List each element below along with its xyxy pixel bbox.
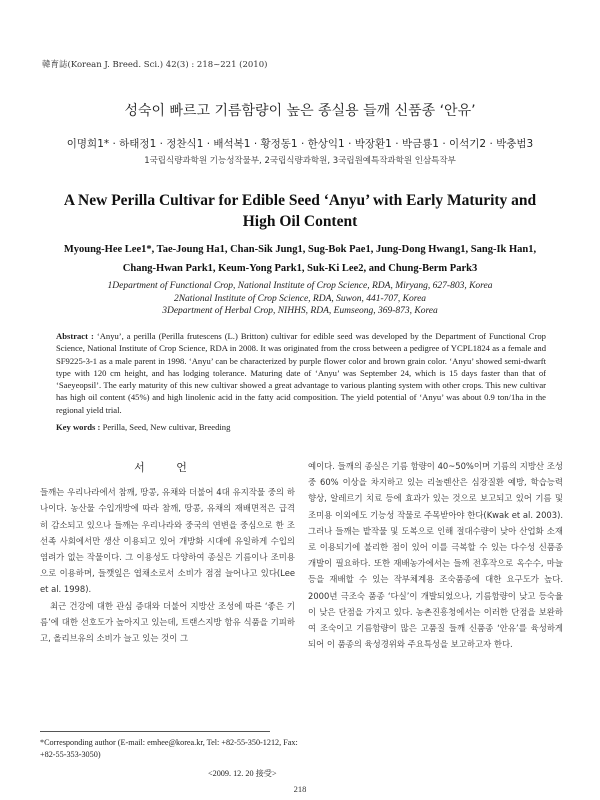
affiliation-1: 1Department of Functional Crop, National Institute of Crop Science, RDA, Miryang, 627-803, Korea bbox=[107, 281, 493, 291]
received-date: <2009. 12. 20 接受> bbox=[208, 769, 277, 778]
abstract-label: Abstract : bbox=[56, 331, 94, 341]
korean-affiliations: 1국립식량과학원 기능성작물부, 2국립식량과학원, 3국립원예특작과학원 인삼특작부 bbox=[144, 156, 456, 166]
english-authors-line-1: Myoung-Hee Lee1*, Tae-Joung Ha1, Chan-Sik Jung1, Sug-Bok Pae1, Jung-Dong Hwang1, Sang-Ik Han1, bbox=[63, 244, 537, 255]
intro-paragraph-2: 최근 건강에 대한 관심 증대와 더불어 지방산 조성에 따른 ‘좋은 기름’에 대한 선호도가 높아지고 있는데, 트랜스지방 함유 식품을 기피하고, 올리브유의 소비가 늘고 있는 것이 그 bbox=[40, 600, 295, 644]
keywords-text: Perilla, Seed, New cultivar, Breeding bbox=[102, 422, 231, 432]
english-title: A New Perilla Cultivar for Edible Seed ‘Anyu’ with Early Maturity and High Oil Content bbox=[63, 192, 537, 230]
abstract bbox=[56, 330, 546, 416]
affiliation-2: 2National Institute of Crop Science, RDA, Suwon, 441-707, Korea bbox=[173, 293, 427, 304]
affiliation-3: 3Department of Herbal Crop, NIHHS, RDA, Eumseong, 369-873, Korea bbox=[162, 306, 438, 316]
keywords bbox=[56, 422, 546, 432]
left-column bbox=[40, 456, 295, 646]
footnote-divider bbox=[40, 731, 270, 732]
korean-title: 성숙이 빠르고 기름함량이 높은 종실용 들깨 신품종 ‘안유’ bbox=[124, 103, 476, 119]
section-heading: 서 언 bbox=[134, 461, 201, 474]
english-authors bbox=[50, 240, 550, 278]
right-column bbox=[308, 458, 563, 652]
page-number: 218 bbox=[293, 784, 307, 794]
corresponding-author-footnote: *Corresponding author (E-mail: emhee@korea.kr, Tel: +82-55-350-1212, Fax: +82-55-353-3050) bbox=[40, 738, 298, 759]
journal-reference: 韓育誌(Korean J. Breed. Sci.) 42(3) : 218~221 (2010) bbox=[42, 60, 268, 70]
abstract-text: ‘Anyu’, a perilla (Perilla frutescens (L.) Britton) cultivar for edible seed was developed by the Department of Functional Crop Science, National Institute of Crop Science, RDA in 2008. It was originated from the cross between a pedigree of YCPL1824 as a female and SF9225-3-1 as a male parent in 1998. ‘Anyu’ can be characterized by purple flower color and brown grain color. ‘Anyu’ showed semi-dwarft type with 120 cm height, and has lodging tolerance. Maturing date of ‘Anyu’ was September 24, which is 15 days faster than that of ‘Saeyeopsil’. The early maturity of this new cultivar showed a great advantage to various planting system with other crops. This new cultivar has high oil content (45%) and high linolenic acid in the fatty acid composition. The yield potential of ‘Anyu’ was about 0.9 ton/1ha in the regional yield trial. bbox=[56, 331, 546, 415]
korean-authors: 이명희1* · 하태정1 · 정찬식1 · 배석복1 · 황정동1 · 한상익1 · 박장환1 · 박금룡1 · 이석기2 · 박충범3 bbox=[66, 138, 534, 150]
intro-paragraph-1: 들깨는 우리나라에서 참깨, 땅콩, 유채와 더불어 4대 유지작물 중의 하나이다. 농산물 수입개방에 따라 참깨, 땅콩, 유채의 재배면적은 급격히 감소되고 있으나 들깨는 우리나라와 중국의 연변을 중심으로 한 조선족 사회에서만 생산 이용되고 있어 개방화 시대에 유일하게 수입의 염려가 없는 작물이다. 그 이용성도 다양하여 종실은 기름이나 조미용으로 이용하며, 들깻잎은 엽채소로서 소비가 점점 늘어나고 있다(Lee et al. 1998). bbox=[40, 487, 295, 595]
english-affiliations bbox=[40, 280, 560, 318]
keywords-label: Key words : bbox=[56, 422, 101, 432]
intro-paragraph-3: 예이다. 들깨의 종실은 기름 함량이 40~50%이며 기름의 지방산 조성 중 60% 이상을 차지하고 있는 리놀렌산은 심장질환 예방, 학습능력 향상, 알레르기 치료 등에 효과가 있는 것으로 보고되고 있어 기름 및 조미용 이외에도 기능성 작물로 주목받아야 한다(Kwak et al. 2003). 그러나 들깨는 밭작물 및 도복으로 인해 절대수량이 낮아 산업화 소재로 이용되기에 불리한 점이 있어 이를 극복할 수 있는 다수성 신품종 개발이 필요하다. 또한 재배농가에서는 들깨 전후작으로 옥수수, 마늘 등을 재배할 수 있는 작부체계용 조숙품종에 대한 요구도가 높다. 2000년 극조숙 품종 ‘다실’이 개발되었으나, 기름함량이 낮고 등숙율이 낮은 단점을 가지고 있다. 농촌진흥청에서는 이러한 단점을 보완하여 조숙이고 기름함량이 많은 고품질 들깨 신품종 ‘안유’를 육성하게 되어 이 품종의 육성경위와 주요특성을 보고하고자 한다. bbox=[308, 461, 563, 650]
english-authors-line-2: Chang-Hwan Park1, Keum-Yong Park1, Suk-Ki Lee2, and Chung-Berm Park3 bbox=[122, 263, 478, 274]
